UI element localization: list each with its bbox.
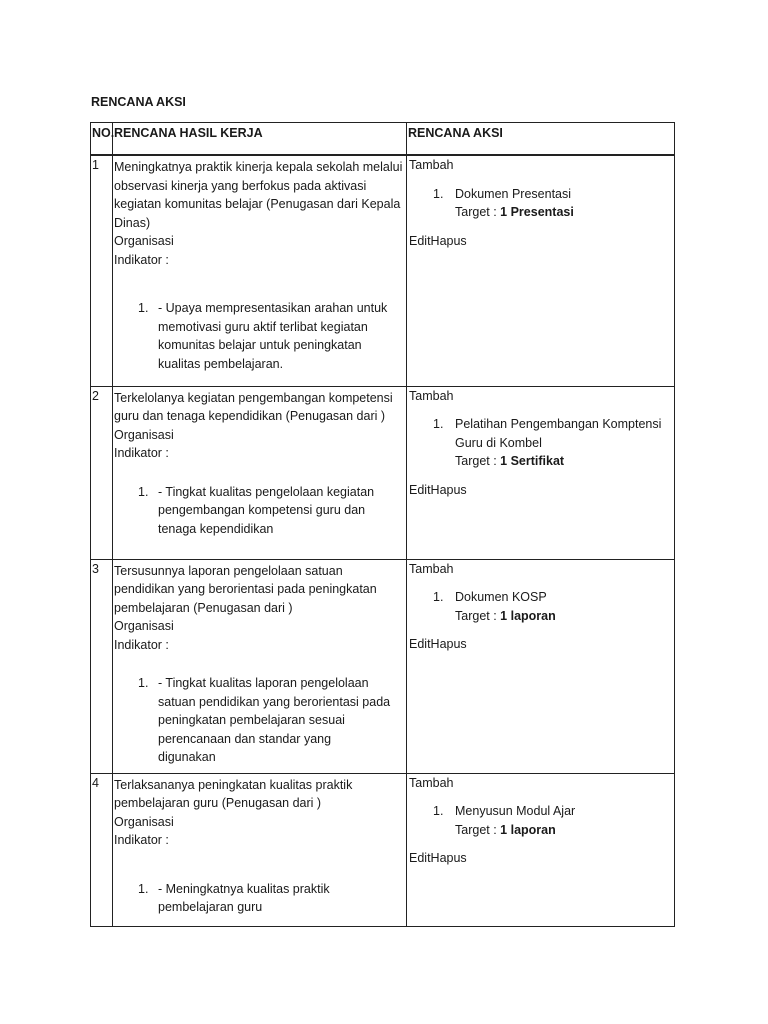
tambah-link[interactable]: Tambah (409, 388, 454, 403)
target-value: 1 laporan (500, 822, 556, 837)
indicator-item (138, 299, 405, 373)
action-number: 1. (433, 186, 444, 201)
indicator-number: 1. (138, 484, 149, 499)
indicator-text: - Tingkat kualitas laporan pengelolaan satuan pendidikan yang berorientasi pada peningkatan pembelajaran sesuai perencanaan dan standar yang digunakan (158, 676, 391, 764)
target-value: 1 laporan (500, 608, 556, 623)
action-number: 1. (433, 590, 444, 604)
indicator-item (138, 483, 405, 539)
action-item (433, 802, 669, 839)
indicator-text: - Meningkatnya kualitas praktik pembelajaran guru (158, 881, 330, 914)
indicator-item (138, 674, 405, 767)
result-cell (113, 559, 407, 773)
row-number: 2 (91, 386, 113, 559)
result-cell (113, 773, 407, 926)
table-row (91, 559, 675, 773)
org-label: Organisasi (114, 234, 174, 248)
goal-text: Terkelolanya kegiatan pengembangan kompetensi guru dan tenaga kependidikan (Penugasan dari ) (114, 390, 393, 423)
table-row (91, 155, 675, 386)
target-value: 1 Sertifikat (500, 454, 565, 468)
indicator-number: 1. (138, 676, 149, 690)
tambah-link[interactable]: Tambah (409, 561, 454, 576)
indicator-item (138, 880, 405, 917)
indicator-text: - Tingkat kualitas pengelolaan kegiatan pengembangan kompetensi guru dan tenaga kependidikan (158, 484, 375, 536)
edit-link[interactable]: Edit (409, 482, 431, 497)
action-text: Dokumen Presentasi (455, 186, 572, 201)
hapus-link[interactable]: Hapus (430, 637, 467, 651)
indicator-label: Indikator : (114, 637, 169, 652)
hapus-link[interactable]: Hapus (430, 233, 467, 248)
goal-text: Meningkatnya praktik kinerja kepala sekolah melalui observasi kinerja yang berfokus pada aktivasi kegiatan komunitas belajar (Penugasan dari Kepala Dinas) (114, 160, 403, 230)
header-no: NO. (91, 123, 113, 156)
action-text: Dokumen KOSP (455, 590, 547, 604)
page-title: RENCANA AKSI (91, 95, 186, 109)
goal-text: Tersusunnya laporan pengelolaan satuan pendidikan yang berorientasi pada peningkatan pembelajaran (Penugasan dari ) (114, 563, 377, 615)
tambah-link[interactable]: Tambah (409, 775, 454, 790)
tambah-link[interactable]: Tambah (409, 158, 454, 172)
org-label: Organisasi (114, 814, 174, 829)
target-label: Target : (455, 608, 497, 623)
action-cell (407, 773, 675, 926)
target-label: Target : (455, 454, 497, 468)
target-label: Target : (455, 205, 497, 219)
action-text: Menyusun Modul Ajar (455, 804, 576, 818)
action-cell (407, 386, 675, 559)
hapus-link[interactable]: Hapus (430, 482, 467, 497)
row-number: 4 (91, 773, 113, 926)
org-label: Organisasi (114, 427, 174, 442)
table-row (91, 773, 675, 926)
indicator-label: Indikator : (114, 252, 169, 267)
action-number: 1. (433, 417, 444, 431)
header-action: RENCANA AKSI (407, 123, 675, 156)
indicator-number: 1. (138, 301, 149, 315)
indicator-label: Indikator : (114, 833, 169, 847)
edit-link[interactable]: Edit (409, 233, 431, 248)
indicator-text: - Upaya mempresentasikan arahan untuk memotivasi guru aktif terlibat kegiatan komunitas belajar untuk peningkatan kualitas pembelajaran. (158, 301, 388, 371)
action-number: 1. (433, 804, 444, 818)
result-cell (113, 386, 407, 559)
table-row (91, 386, 675, 559)
indicator-label: Indikator : (114, 446, 169, 460)
goal-text: Terlaksananya peningkatan kualitas praktik pembelajaran guru (Penugasan dari ) (114, 777, 353, 810)
action-item (433, 185, 669, 222)
row-number: 3 (91, 559, 113, 773)
org-label: Organisasi (114, 619, 174, 633)
table-header-row (91, 123, 675, 156)
edit-link[interactable]: Edit (409, 637, 431, 651)
action-cell (407, 155, 675, 386)
row-number: 1 (91, 155, 113, 386)
result-cell (113, 155, 407, 386)
target-label: Target : (455, 822, 497, 837)
action-plan-table (90, 122, 675, 927)
action-item (433, 588, 669, 625)
edit-link[interactable]: Edit (409, 851, 431, 865)
hapus-link[interactable]: Hapus (430, 851, 467, 865)
action-text: Pelatihan Pengembangan Komptensi Guru di Kombel (455, 417, 662, 450)
indicator-number: 1. (138, 881, 149, 896)
target-value: 1 Presentasi (500, 205, 574, 219)
action-cell (407, 559, 675, 773)
action-item (433, 415, 669, 471)
header-result: RENCANA HASIL KERJA (113, 123, 407, 156)
